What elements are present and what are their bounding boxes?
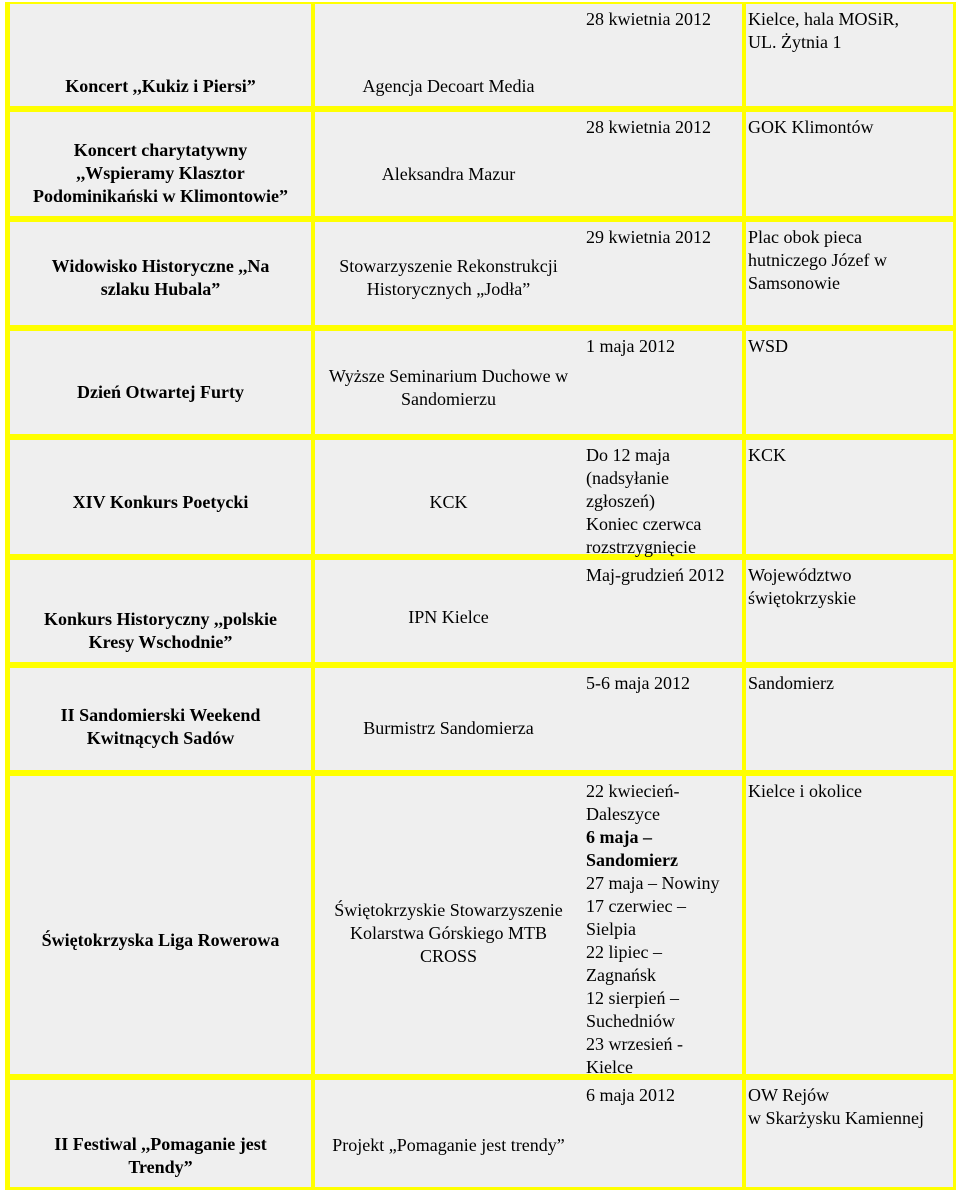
event-cell bbox=[10, 776, 311, 1074]
event-date-part-bold: 6 maja – Sandomierz bbox=[586, 827, 678, 870]
organizer-cell bbox=[315, 112, 582, 216]
event-name: II Festiwal ,,Pomaganie jest Trendy” bbox=[54, 1134, 267, 1177]
organizer-name: Burmistrz Sandomierza bbox=[363, 718, 534, 738]
place-cell bbox=[746, 560, 953, 662]
event-date: 29 kwietnia 2012 bbox=[586, 227, 711, 247]
event-place: Plac obok pieca hutniczego Józef w Samsonowie bbox=[748, 227, 887, 293]
organizer-cell bbox=[315, 222, 582, 325]
place-cell bbox=[746, 1080, 953, 1187]
event-name: Konkurs Historyczny ,,polskie Kresy Wschodnie” bbox=[43, 609, 278, 652]
event-date: 28 kwietnia 2012 bbox=[586, 117, 711, 137]
event-cell bbox=[10, 4, 311, 106]
event-date: Do 12 maja (nadsyłanie zgłoszeń) Koniec czerwca rozstrzygnięcie bbox=[586, 445, 702, 557]
organizer-name: Agencja Decoart Media bbox=[362, 76, 535, 96]
event-cell bbox=[10, 331, 311, 434]
event-place: OW Rejów w Skarżysku Kamiennej bbox=[748, 1085, 924, 1128]
date-cell bbox=[580, 222, 742, 325]
organizer-cell bbox=[315, 4, 582, 106]
organizer-name: Stowarzyszenie Rekonstrukcji Historycznych „Jodła” bbox=[339, 256, 558, 299]
place-cell bbox=[746, 440, 953, 554]
organizer-name: Świętokrzyskie Stowarzyszenie Kolarstwa Górskiego MTB CROSS bbox=[334, 900, 563, 966]
event-place: KCK bbox=[748, 445, 787, 465]
organizer-cell bbox=[315, 560, 582, 662]
place-cell bbox=[746, 112, 953, 216]
event-date: Maj-grudzień 2012 bbox=[586, 565, 725, 585]
event-place: Województwo świętokrzyskie bbox=[748, 565, 856, 608]
place-cell bbox=[746, 222, 953, 325]
organizer-cell bbox=[315, 776, 582, 1074]
organizer-name: Aleksandra Mazur bbox=[381, 164, 516, 184]
date-cell bbox=[580, 331, 742, 434]
event-date: 5-6 maja 2012 bbox=[586, 673, 690, 693]
event-date: 6 maja 2012 bbox=[586, 1085, 675, 1105]
organizer-cell bbox=[315, 1080, 582, 1187]
organizer-cell bbox=[315, 440, 582, 554]
organizer-cell bbox=[315, 668, 582, 770]
organizer-cell bbox=[315, 331, 582, 434]
date-cell bbox=[580, 440, 742, 557]
event-cell bbox=[10, 1080, 311, 1187]
date-cell bbox=[580, 776, 742, 1077]
date-cell bbox=[580, 112, 742, 216]
event-name: Koncert ,,Kukiz i Piersi” bbox=[65, 76, 256, 96]
event-place: Kielce i okolice bbox=[748, 781, 862, 801]
event-place: Sandomierz bbox=[748, 673, 834, 693]
event-cell bbox=[10, 668, 311, 770]
organizer-name: Wyższe Seminarium Duchowe w Sandomierzu bbox=[328, 366, 569, 409]
event-name: II Sandomierski Weekend Kwitnących Sadów bbox=[60, 705, 261, 748]
event-name: Świętokrzyska Liga Rowerowa bbox=[41, 930, 280, 950]
event-date-part: 27 maja – Nowiny 17 czerwiec – Sielpia 22 lipiec – Zagnańsk 12 sierpień – Suchedniów 23 wrzesień - Kielce bbox=[586, 873, 720, 1077]
event-date: 28 kwietnia 2012 bbox=[586, 9, 711, 29]
events-table bbox=[5, 2, 956, 1190]
place-cell bbox=[746, 4, 953, 106]
event-place: Kielce, hala MOSiR, UL. Żytnia 1 bbox=[748, 9, 899, 52]
organizer-name: KCK bbox=[429, 492, 468, 512]
event-date-part: 22 kwiecień- Daleszyce bbox=[586, 781, 680, 824]
event-name: Widowisko Historyczne ,,Na szlaku Hubala” bbox=[51, 256, 270, 299]
organizer-name: Projekt „Pomaganie jest trendy” bbox=[332, 1135, 565, 1155]
event-cell bbox=[10, 112, 311, 216]
date-cell bbox=[580, 1080, 742, 1187]
event-name: XIV Konkurs Poetycki bbox=[72, 492, 249, 512]
event-name: Koncert charytatywny ,,Wspieramy Klasztor Podominikański w Klimontowie” bbox=[32, 140, 289, 206]
place-cell bbox=[746, 776, 953, 1074]
date-cell bbox=[580, 668, 742, 770]
event-cell bbox=[10, 440, 311, 554]
event-cell bbox=[10, 222, 311, 325]
date-cell bbox=[580, 560, 742, 662]
date-cell bbox=[580, 4, 742, 106]
event-name: Dzień Otwartej Furty bbox=[77, 382, 244, 402]
organizer-name: IPN Kielce bbox=[408, 607, 489, 627]
event-place: WSD bbox=[748, 336, 788, 356]
event-date: 1 maja 2012 bbox=[586, 336, 675, 356]
event-place: GOK Klimontów bbox=[748, 117, 874, 137]
place-cell bbox=[746, 668, 953, 770]
place-cell bbox=[746, 331, 953, 434]
event-cell bbox=[10, 560, 311, 662]
